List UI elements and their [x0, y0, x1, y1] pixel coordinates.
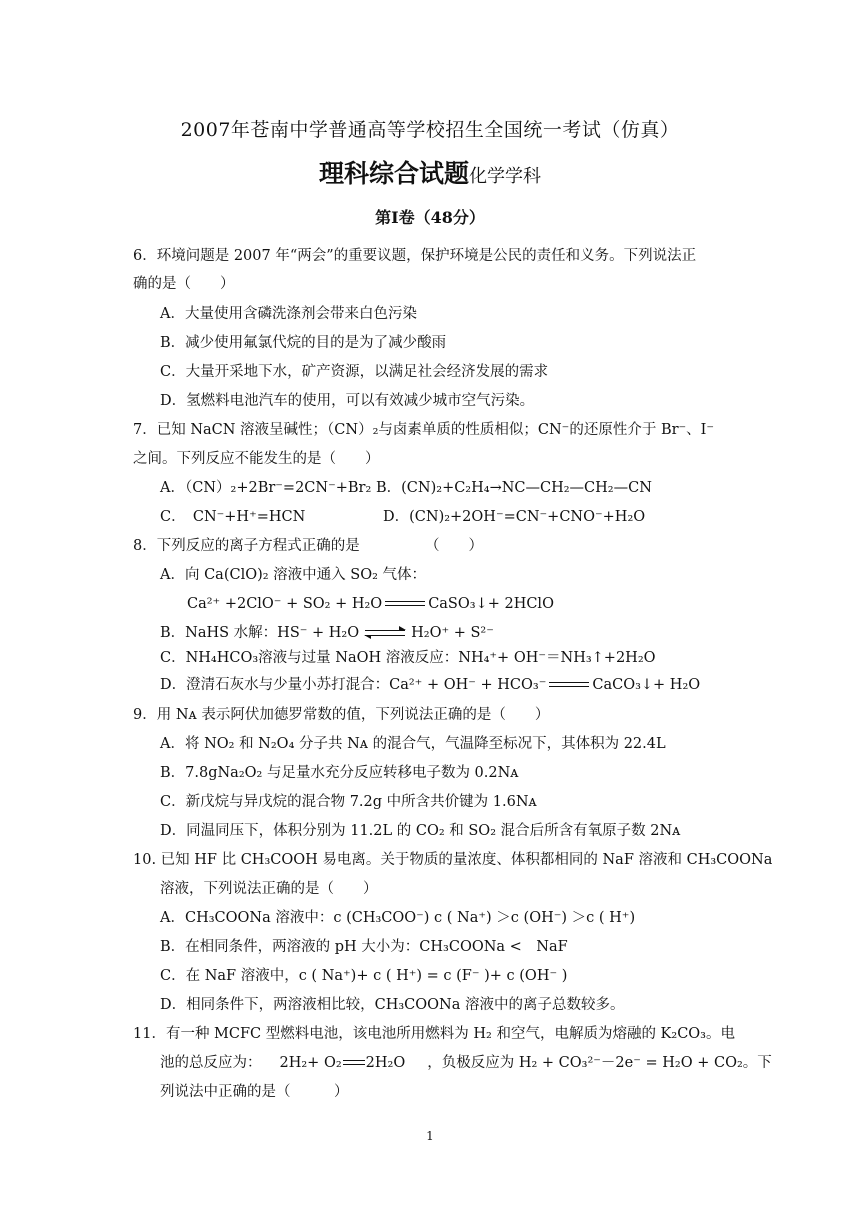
subject-title	[0, 157, 860, 194]
q6-option-a: A．大量使用含磷洗涤剂会带来白色污染	[160, 306, 417, 322]
q8-b-left: B．NaHS 水解：HS⁻ + H₂O	[160, 625, 360, 641]
subject-main: 理科综合试题	[318, 159, 469, 188]
q8-option-a: A．向 Ca(ClO)₂ 溶液中通入 SO₂ 气体：	[160, 567, 427, 583]
q10-stem-line1: 10. 已知 HF 比 CH₃COOH 易电离。关于物质的量浓度、体积都相同的 NaF 溶液和 CH₃COONa	[133, 852, 773, 868]
q6-stem-line1: 6．环境问题是 2007 年“两会”的重要议题，保护环境是公民的责任和义务。下列说法正	[133, 248, 697, 264]
q7-stem-line2: 之间。下列反应不能发生的是（ ）	[133, 451, 380, 467]
q8-option-d	[160, 675, 700, 695]
q9-option-a: A．将 NO₂ 和 N₂O₄ 分子共 Nᴀ 的混合气，气温降至标况下，其体积为 22.4L	[160, 736, 666, 752]
q11-stem-line3: 列说法中正确的是（ ）	[160, 1084, 349, 1100]
section-heading: 第Ⅰ卷（48分）	[375, 208, 485, 227]
page-number: 1	[426, 1129, 434, 1143]
q9-stem: 9．用 Nᴀ 表示阿伏加德罗常数的值，下列说法正确的是（ ）	[133, 707, 550, 723]
q8-stem: 8．下列反应的离子方程式正确的是 （ ）	[133, 538, 483, 554]
q11-eq-right: 2H₂O	[365, 1055, 406, 1071]
q6-stem-line2: 确的是（ ）	[133, 276, 235, 292]
q7-option-b: B．(CN)₂+C₂H₄→NC—CH₂—CH₂—CN	[376, 480, 652, 496]
q8-b-right: H₂O⁺ + S²⁻	[411, 625, 494, 641]
q10-option-c: C．在 NaF 溶液中，c ( Na⁺)+ c ( H⁺) = c (F⁻ )+ c (OH⁻ )	[160, 968, 568, 984]
q11-stem-line2-b: ，负极反应为 H₂ + CO₃²⁻－2e⁻ = H₂O + CO₂。下	[427, 1055, 772, 1071]
q8-d-left: D．澄清石灰水与少量小苏打混合：Ca²⁺ + OH⁻ + HCO₃⁻	[160, 677, 547, 693]
q6-option-d: D．氢燃料电池汽车的使用，可以有效减少城市空气污染。	[160, 393, 535, 409]
q10-option-a: A．CH₃COONa 溶液中：c (CH₃COO⁻) c ( Na⁺) ＞c (OH⁻) ＞c ( H⁺)	[160, 910, 636, 926]
q7-option-d: D．(CN)₂+2OH⁻=CN⁻+CNO⁻+H₂O	[383, 509, 646, 525]
q8-option-c: C．NH₄HCO₃溶液与过量 NaOH 溶液反应：NH₄⁺+ OH⁻＝NH₃↑+2H₂O	[160, 650, 656, 666]
q10-option-b: B．在相同条件，两溶液的 pH 大小为：CH₃COONa < NaF	[160, 939, 568, 955]
q6-option-c: C．大量开采地下水，矿产资源，以满足社会经济发展的需求	[160, 364, 549, 380]
equals-sign-icon	[385, 599, 425, 609]
q11-stem-line2	[160, 1053, 772, 1073]
q11-stem-line2-a: 池的总反应为：	[160, 1055, 262, 1071]
q9-option-c: C．新戊烷与异戊烷的混合物 7.2g 中所含共价键为 1.6Nᴀ	[160, 794, 537, 810]
q8-option-a-equation	[187, 594, 554, 614]
reversible-arrow-icon	[365, 627, 405, 639]
exam-title: 2007年苍南中学普通高等学校招生全国统一考试（仿真）	[180, 119, 680, 141]
equals-sign-icon	[549, 680, 589, 690]
q7-option-c: C． CN⁻+H⁺=HCN	[160, 509, 306, 525]
q8-a-eq-right: CaSO₃↓+ 2HClO	[428, 596, 554, 612]
q8-d-right: CaCO₃↓+ H₂O	[592, 677, 701, 693]
q11-stem-line1: 11．有一种 MCFC 型燃料电池，该电池所用燃料为 H₂ 和空气，电解质为熔融的 K₂CO₃。电	[133, 1026, 735, 1042]
q7-option-a: A．（CN）₂+2Br⁻=2CN⁻+Br₂	[160, 480, 372, 496]
q6-option-b: B．减少使用氟氯代烷的目的是为了减少酸雨	[160, 335, 447, 351]
q11-eq-left: 2H₂+ O₂	[279, 1055, 342, 1071]
subject-sub: 化学学科	[469, 166, 541, 187]
q8-a-eq-left: Ca²⁺ +2ClO⁻ + SO₂ + H₂O	[187, 596, 383, 612]
q10-stem-line2: 溶液，下列说法正确的是（ ）	[160, 881, 378, 897]
equals-sign-icon	[343, 1058, 365, 1068]
q9-option-b: B．7.8gNa₂O₂ 与足量水充分反应转移电子数为 0.2Nᴀ	[160, 765, 519, 781]
q9-option-d: D．同温同压下，体积分别为 11.2L 的 CO₂ 和 SO₂ 混合后所含有氧原子数 2Nᴀ	[160, 823, 681, 839]
q7-stem-line1: 7．已知 NaCN 溶液呈碱性；（CN）₂与卤素单质的性质相似；CN⁻的还原性介于 Br⁻、I⁻	[133, 422, 715, 438]
q10-option-d: D．相同条件下，两溶液相比较，CH₃COONa 溶液中的离子总数较多。	[160, 997, 625, 1013]
q8-option-b	[160, 623, 494, 643]
